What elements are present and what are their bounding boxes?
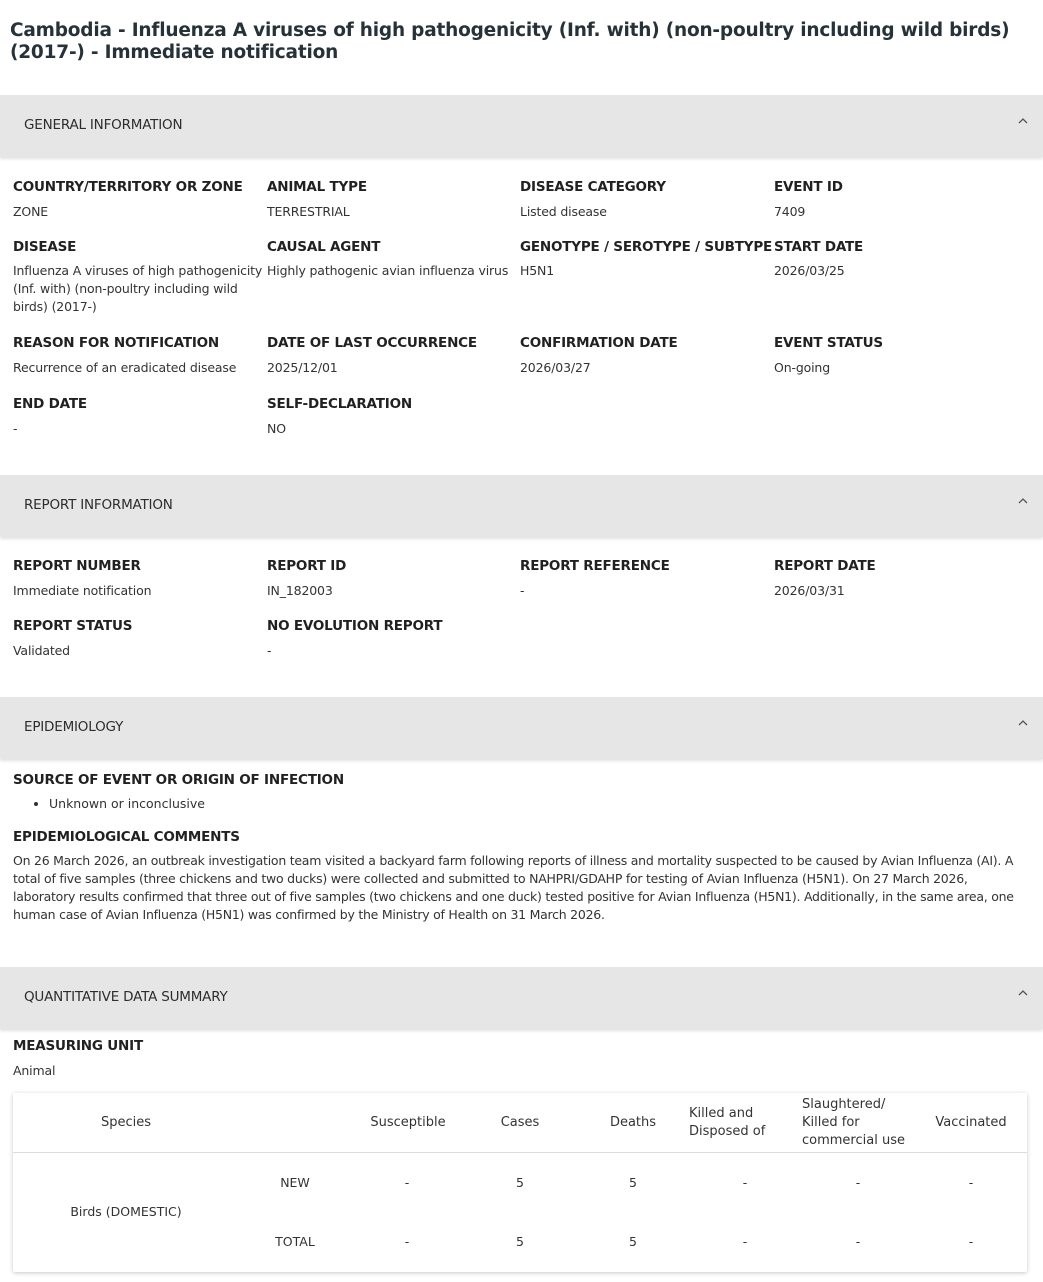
field-label: START DATE [774, 239, 864, 255]
field-confirmation-date [520, 334, 775, 377]
field-label: CONFIRMATION DATE [520, 335, 678, 351]
row-label-total: TOTAL [275, 1234, 315, 1249]
table-cell: 5 [516, 1175, 524, 1190]
field-disease [13, 238, 263, 316]
field-value: IN_182003 [267, 583, 333, 598]
table-cell: 5 [629, 1175, 637, 1190]
section-title: QUANTITATIVE DATA SUMMARY [24, 989, 228, 1005]
field-report-reference [520, 557, 775, 600]
column-header-killed-disposed: Killed and Disposed of [689, 1106, 766, 1139]
column-header-deaths: Deaths [609, 1115, 657, 1130]
field-label: EPIDEMIOLOGICAL COMMENTS [13, 829, 240, 845]
field-value: 7409 [774, 204, 806, 219]
table-cell: - [404, 1175, 410, 1190]
field-value: ZONE [13, 204, 49, 219]
field-start-date [774, 238, 1029, 280]
field-reason [13, 334, 268, 377]
field-value: Immediate notification [13, 583, 152, 598]
column-header-slaughtered: Slaughtered/ Killed for commercial use [802, 1097, 905, 1148]
field-label: REPORT REFERENCE [520, 558, 670, 574]
list-item: • Unknown or inconclusive [49, 795, 1025, 813]
field-value: On-going [774, 360, 830, 375]
field-value: TERRESTRIAL [267, 204, 350, 219]
field-report-number [13, 557, 268, 600]
field-value: 2026/03/27 [520, 360, 591, 375]
field-label: DATE OF LAST OCCURRENCE [267, 335, 477, 351]
table-cell: 5 [516, 1234, 524, 1249]
field-report-date [774, 557, 1029, 600]
column-header-vaccinated: Vaccinated [935, 1115, 1007, 1130]
quantitative-table [13, 1093, 1027, 1272]
source-list [13, 795, 1025, 813]
field-label: CAUSAL AGENT [267, 239, 381, 255]
section-title: EPIDEMIOLOGY [24, 719, 124, 735]
table-header [13, 1093, 1027, 1153]
field-label: REPORT ID [267, 558, 347, 574]
field-value: - [13, 421, 18, 436]
species-cell: Birds (DOMESTIC) [70, 1204, 182, 1219]
field-label: REASON FOR NOTIFICATION [13, 335, 220, 351]
table-cell: - [855, 1234, 861, 1249]
field-label: EVENT STATUS [774, 335, 883, 351]
field-country [13, 178, 268, 221]
field-value: Highly pathogenic avian influenza virus [267, 263, 509, 278]
page-title: Cambodia - Influenza A viruses of high pathogenicity (Inf. with) (non-poultry including wild birds) (2017-) - Immediate notification [10, 20, 1010, 63]
field-value: NO [267, 421, 286, 436]
field-label: REPORT NUMBER [13, 558, 141, 574]
field-disease-category [520, 178, 775, 221]
table-cell: - [968, 1234, 974, 1249]
table-cell: - [742, 1234, 748, 1249]
field-label: SELF-DECLARATION [267, 396, 412, 412]
comments-text: On 26 March 2026, an outbreak investigation team visited a backyard farm following reports of illness and mortality suspected to be caused by Avian Influenza (AI). A total of five samples (three chickens and two ducks) were collected and submitted to NAHPRI/GDAHP for testing of Avian Influenza (H5N1). On 27 March 2026, laboratory results confirmed that three out of five samples (two chickens and one duck) tested positive for Avian Influenza (H5N1). Additionally, in the same area, one human case of Avian Influenza (H5N1) was confirmed by the Ministry of Health on 31 March 2026. [13, 853, 1014, 922]
column-header-species: Species [100, 1115, 152, 1130]
table-cell: - [968, 1175, 974, 1190]
section-header-report[interactable] [0, 475, 1043, 537]
table-cell: - [742, 1175, 748, 1190]
field-value: Listed disease [520, 204, 607, 219]
field-label: COUNTRY/TERRITORY OR ZONE [13, 179, 243, 195]
field-label: REPORT DATE [774, 558, 876, 574]
source-of-event [13, 771, 1025, 813]
field-label: DISEASE CATEGORY [520, 179, 666, 195]
field-value: - [520, 583, 525, 598]
field-self-declaration [267, 395, 522, 438]
field-label: EVENT ID [774, 179, 843, 195]
field-report-id [267, 557, 522, 600]
field-value: 2026/03/31 [774, 583, 845, 598]
section-header-epidemiology[interactable] [0, 697, 1043, 759]
field-value: Animal [13, 1063, 56, 1078]
field-report-status [13, 617, 268, 660]
field-value: - [267, 643, 272, 658]
chevron-up-icon[interactable] [1017, 717, 1029, 729]
field-value: Recurrence of an eradicated disease [13, 360, 237, 375]
field-label: NO EVOLUTION REPORT [267, 618, 443, 634]
field-measuring-unit [13, 1037, 268, 1080]
field-value: Influenza A viruses of high pathogenicity (Inf. with) (non-poultry including wild birds) (2017-) [13, 263, 263, 314]
field-value: 2026/03/25 [774, 263, 845, 278]
field-label: REPORT STATUS [13, 618, 133, 634]
field-label: MEASURING UNIT [13, 1038, 143, 1054]
epidemiological-comments [13, 828, 1025, 924]
field-causal-agent [267, 238, 517, 280]
field-animal-type [267, 178, 522, 221]
column-header-susceptible: Susceptible [370, 1115, 446, 1130]
chevron-up-icon[interactable] [1017, 987, 1029, 999]
table-cell: 5 [629, 1234, 637, 1249]
section-title: GENERAL INFORMATION [24, 117, 183, 133]
row-label-new: NEW [280, 1175, 310, 1190]
chevron-up-icon[interactable] [1017, 495, 1029, 507]
field-last-occurrence [267, 334, 522, 377]
field-genotype [520, 238, 775, 280]
table-cell: - [855, 1175, 861, 1190]
section-header-quantitative[interactable] [0, 967, 1043, 1029]
field-label: DISEASE [13, 239, 77, 255]
table-cell: - [404, 1234, 410, 1249]
field-event-id [774, 178, 1029, 221]
chevron-up-icon[interactable] [1017, 115, 1029, 127]
field-end-date [13, 395, 268, 438]
column-header-cases: Cases [500, 1115, 540, 1130]
section-header-general[interactable] [0, 95, 1043, 157]
field-label: ANIMAL TYPE [267, 179, 367, 195]
field-value: Validated [13, 643, 70, 658]
field-value: H5N1 [520, 263, 555, 278]
field-event-status [774, 334, 1029, 377]
field-no-evolution-report [267, 617, 522, 660]
field-value: 2025/12/01 [267, 360, 338, 375]
section-title: REPORT INFORMATION [24, 497, 173, 513]
field-label: SOURCE OF EVENT OR ORIGIN OF INFECTION [13, 772, 344, 788]
field-label: END DATE [13, 396, 87, 412]
field-label: GENOTYPE / SEROTYPE / SUBTYPE [520, 239, 773, 255]
